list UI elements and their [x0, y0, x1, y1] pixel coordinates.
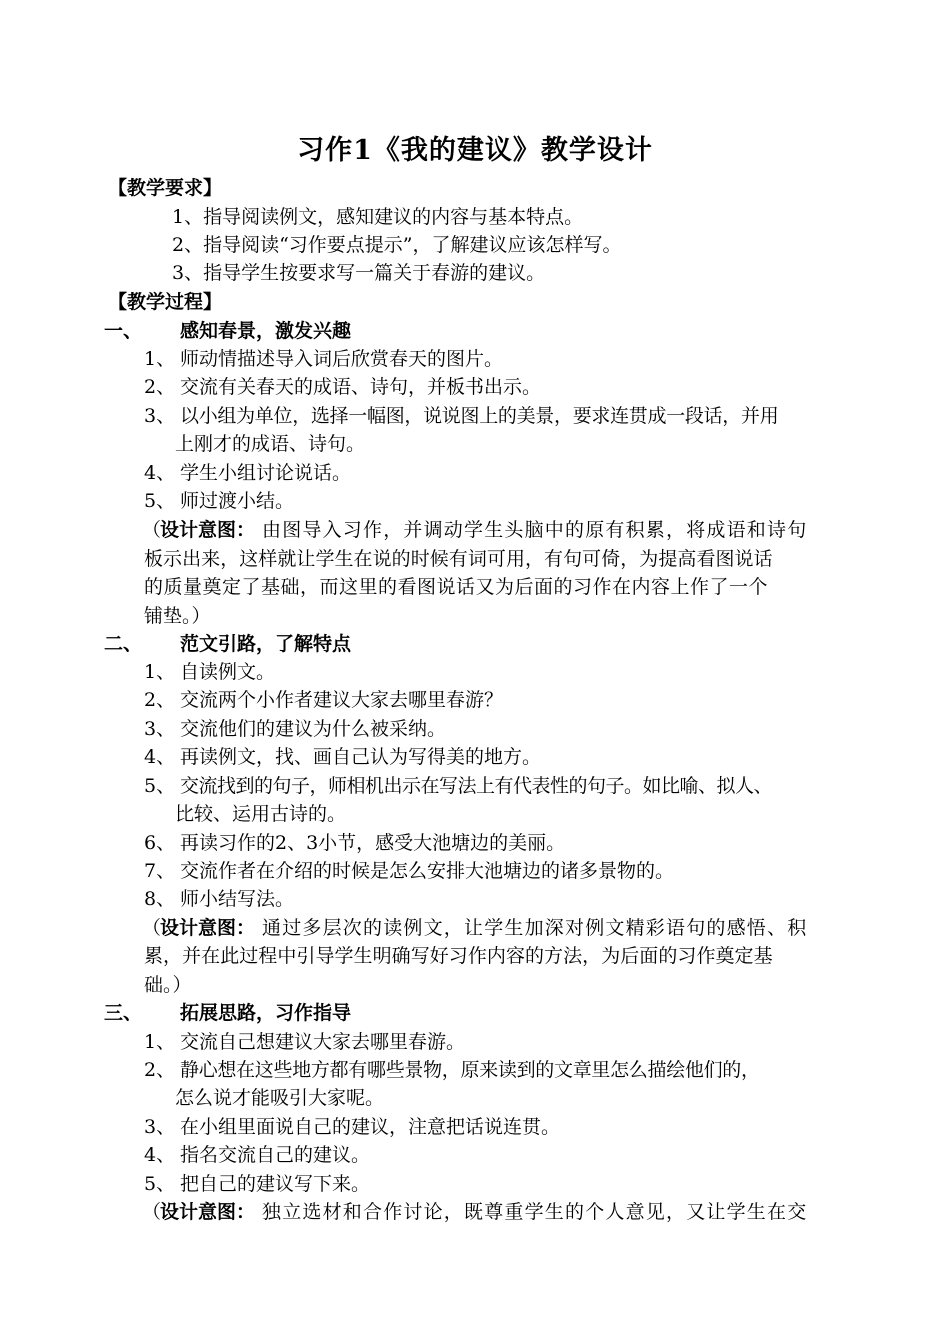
step-text: 交流他们的建议为什么被采纳。 [180, 718, 447, 740]
section-number: 一、 [104, 320, 143, 342]
step-text: 师动情描述导入词后欣赏春天的图片。 [180, 348, 504, 370]
step-text: 自读例文。 [180, 661, 276, 683]
step-text: 师小结写法。 [180, 888, 295, 910]
step-text: 交流找到的句子，师相机出示在写法上有代表性的句子。如比喻、拟人、 [180, 775, 773, 797]
design-intent-open: （ [142, 519, 162, 541]
step-number: 3、 [144, 405, 176, 427]
design-intent-text: 独立选材和合作讨论，既尊重学生的个人意见，又让学生在交 [262, 1201, 808, 1223]
step-text: 在小组里面说自己的建议，注意把话说连贯。 [180, 1116, 561, 1138]
step-text: 指名交流自己的建议。 [180, 1144, 371, 1166]
step-number: 8、 [144, 888, 176, 910]
step-text: 再读习作的2、3小节，感受大池塘边的美丽。 [180, 832, 566, 854]
step-text: 交流自己想建议大家去哪里春游。 [180, 1031, 466, 1053]
section-title: 拓展思路，习作指导 [180, 1002, 352, 1024]
step-number: 4、 [144, 1144, 176, 1166]
step-number: 1、 [144, 661, 176, 683]
process-heading: 【教学过程】 [108, 291, 223, 313]
design-intent-open: （ [142, 917, 162, 939]
design-intent-text: 累，并在此过程中引导学生明确写好习作内容的方法，为后面的习作奠定基 [144, 945, 773, 967]
requirement-item: 3、指导学生按要求写一篇关于春游的建议。 [172, 262, 546, 284]
step-text: 交流有关春天的成语、诗句，并板书出示。 [180, 376, 542, 398]
section-title: 范文引路，了解特点 [180, 633, 352, 655]
step-number: 4、 [144, 462, 176, 484]
design-intent-open: （ [142, 1201, 162, 1223]
step-text: 静心想在这些地方都有哪些景物，原来读到的文章里怎么描绘他们的， [180, 1059, 760, 1081]
step-text: 把自己的建议写下来。 [180, 1173, 371, 1195]
section-number: 三、 [104, 1002, 143, 1024]
step-number: 3、 [144, 1116, 176, 1138]
design-intent-text: 础。） [144, 974, 192, 996]
design-intent-label: 设计意图： [160, 519, 256, 541]
step-number: 2、 [144, 1059, 176, 1081]
design-intent-label: 设计意图： [160, 917, 256, 939]
step-number: 3、 [144, 718, 176, 740]
step-number: 1、 [144, 1031, 176, 1053]
design-intent-text: 铺垫。） [144, 605, 211, 627]
document-title: 习作1《我的建议》教学设计 [297, 135, 653, 166]
step-number: 5、 [144, 1173, 176, 1195]
step-number: 4、 [144, 746, 176, 768]
step-number: 2、 [144, 689, 176, 711]
step-number: 6、 [144, 832, 176, 854]
section-number: 二、 [104, 633, 143, 655]
step-text-continued: 上刚才的成语、诗句。 [175, 433, 366, 455]
step-text: 交流两个小作者建议大家去哪里春游？ [180, 689, 504, 711]
step-number: 7、 [144, 860, 176, 882]
step-text: 以小组为单位，选择一幅图，说说图上的美景，要求连贯成一段话，并用 [180, 405, 779, 427]
step-text-continued: 比较、运用古诗的。 [175, 803, 347, 825]
design-intent-text: 板示出来，这样就让学生在说的时候有词可用，有句可倚，为提高看图说话 [144, 548, 773, 570]
step-text: 学生小组讨论说话。 [180, 462, 352, 484]
design-intent-text: 的质量奠定了基础，而这里的看图说话又为后面的习作在内容上作了一个 [144, 576, 769, 598]
design-intent-text: 由图导入习作，并调动学生头脑中的原有积累，将成语和诗句 [262, 519, 808, 541]
step-text: 再读例文，找、画自己认为写得美的地方。 [180, 746, 542, 768]
design-intent-text: 通过多层次的读例文，让学生加深对例文精彩语句的感悟、积 [262, 917, 808, 939]
design-intent-label: 设计意图： [160, 1201, 256, 1223]
step-number: 5、 [144, 490, 176, 512]
step-text: 师过渡小结。 [180, 490, 295, 512]
requirements-heading: 【教学要求】 [108, 177, 223, 199]
step-number: 5、 [144, 775, 176, 797]
step-number: 1、 [144, 348, 176, 370]
step-text: 交流作者在介绍的时候是怎么安排大池塘边的诸多景物的。 [180, 860, 675, 882]
section-title: 感知春景，激发兴趣 [180, 320, 352, 342]
requirement-item: 1、指导阅读例文，感知建议的内容与基本特点。 [172, 206, 584, 228]
requirement-item: 2、指导阅读“习作要点提示”，了解建议应该怎样写。 [172, 234, 622, 256]
step-number: 2、 [144, 376, 176, 398]
step-text-continued: 怎么说才能吸引大家呢。 [175, 1087, 385, 1109]
